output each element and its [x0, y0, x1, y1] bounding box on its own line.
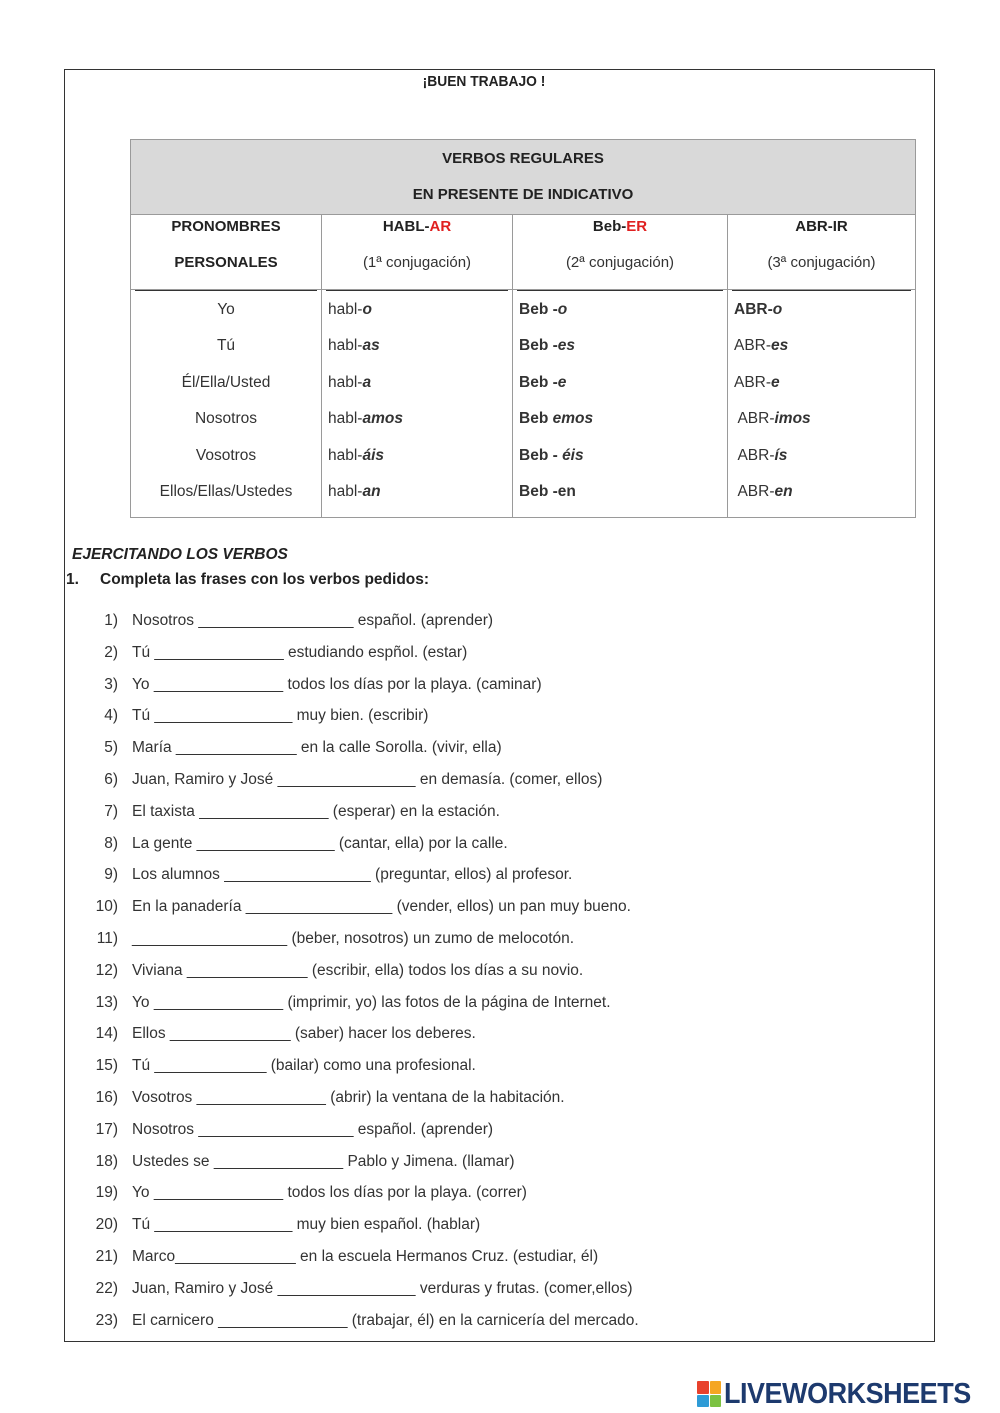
exercise-item — [80, 928, 880, 960]
exercise-text: Tú ________________ muy bien español. (hablar) — [132, 1216, 481, 1234]
verb-ending: an — [362, 482, 381, 500]
exercise-item — [80, 610, 880, 642]
exercise-text: Juan, Ramiro y José ________________ en demasía. (comer, ellos) — [132, 770, 603, 788]
table-header — [131, 140, 916, 215]
exercise-number: 14) — [95, 1025, 118, 1043]
verb-stem: Beb - — [519, 301, 558, 318]
exercise-item — [80, 1023, 880, 1055]
verb-ending: éis — [562, 446, 584, 464]
instruction — [66, 571, 429, 589]
exercise-item — [80, 769, 880, 801]
exercise-item — [80, 1310, 880, 1342]
liveworksheets-logo — [697, 1378, 997, 1410]
page-title: ¡BUEN TRABAJO ! — [422, 73, 546, 90]
exercise-item — [80, 1055, 880, 1087]
col-head-label: ABR-IR — [795, 218, 848, 235]
col-head-label: Beb- — [592, 218, 627, 235]
col-head-ar — [322, 215, 513, 290]
pronoun: Ellos/Ellas/Ustedes — [159, 482, 293, 500]
er-form — [513, 445, 727, 481]
verb-stem: Beb - — [519, 373, 558, 391]
exercise-item — [80, 1182, 880, 1214]
exercise-number: 19) — [95, 1184, 118, 1202]
exercise-item — [80, 960, 880, 992]
verb-stem: habl- — [328, 373, 363, 391]
exercise-number: 11) — [96, 929, 118, 947]
exercise-item — [80, 705, 880, 737]
verb-ending: en — [557, 482, 576, 500]
exercise-text: Ellos ______________ (saber) hacer los deberes. — [132, 1025, 476, 1043]
er-form — [513, 408, 727, 444]
er-form — [513, 335, 727, 371]
ir-form — [728, 299, 915, 335]
col-head-er — [513, 215, 728, 290]
col-head-ending: ER — [626, 218, 648, 235]
exercise-text: El taxista _______________ (esperar) en la estación. — [132, 802, 500, 820]
verb-stem: Beb - — [519, 337, 558, 355]
verb-stem: ABR- — [734, 482, 775, 500]
instruction-number: 1. — [66, 571, 79, 588]
exercise-text: Vosotros _______________ (abrir) la ventana de la habitación. — [132, 1088, 565, 1106]
er-form — [513, 299, 727, 335]
ar-column — [322, 290, 513, 518]
er-column — [513, 290, 728, 518]
exercise-text: Marco______________ en la escuela Hermanos Cruz. (estudiar, él) — [132, 1247, 599, 1265]
ar-form — [322, 299, 512, 335]
exercise-list — [80, 610, 880, 1341]
verb-stem: habl- — [328, 337, 363, 355]
col-head-sub: PERSONALES — [174, 254, 278, 271]
verb-ending: o — [362, 301, 372, 318]
exercise-number: 4) — [104, 707, 118, 725]
exercise-text: Tú _____________ (bailar) como una profesional. — [132, 1057, 476, 1075]
conjugation-table — [130, 139, 916, 518]
pronoun: Yo — [217, 301, 235, 318]
exercise-item — [80, 1151, 880, 1183]
exercise-text: Viviana ______________ (escribir, ella) todos los días a su novio. — [132, 961, 584, 979]
exercise-text: Tú ________________ muy bien. (escribir) — [132, 707, 429, 725]
er-form — [513, 481, 727, 517]
pronoun: Tú — [216, 337, 236, 355]
verb-stem: Beb - — [519, 446, 563, 464]
verb-stem: Beb — [519, 410, 553, 428]
section-title: EJERCITANDO LOS VERBOS — [72, 546, 288, 563]
exercise-item — [80, 1246, 880, 1278]
verb-stem: ABR- — [734, 337, 772, 355]
verb-ending: en — [774, 482, 793, 500]
exercise-number: 18) — [95, 1152, 118, 1170]
exercise-text: Tú _______________ estudiando espñol. (estar) — [132, 643, 468, 661]
exercise-number: 10) — [95, 898, 118, 916]
exercise-number: 8) — [104, 834, 118, 852]
exercise-number: 9) — [104, 866, 118, 884]
exercise-item — [80, 896, 880, 928]
ir-form — [728, 445, 915, 481]
exercise-number: 13) — [95, 993, 118, 1011]
exercise-number: 23) — [95, 1311, 118, 1329]
ir-column — [728, 290, 916, 518]
ir-form — [728, 335, 915, 371]
exercise-text: Yo _______________ todos los días por la playa. (correr) — [132, 1184, 527, 1202]
exercise-text: Juan, Ramiro y José ________________ verduras y frutas. (comer,ellos) — [132, 1279, 633, 1297]
ir-form — [728, 481, 915, 517]
exercise-number: 6) — [104, 770, 118, 788]
exercise-text: El carnicero _______________ (trabajar, él) en la carnicería del mercado. — [132, 1311, 639, 1329]
verb-ending: e — [557, 373, 567, 391]
exercise-text: Yo _______________ todos los días por la playa. (caminar) — [132, 675, 542, 693]
exercise-item — [80, 833, 880, 865]
verb-ending: amos — [362, 410, 403, 428]
ar-form — [322, 372, 512, 408]
exercise-text: __________________ (beber, nosotros) un zumo de melocotón. — [132, 929, 575, 947]
exercise-item — [80, 992, 880, 1024]
ar-form — [322, 408, 512, 444]
exercise-item — [80, 674, 880, 706]
verb-ending: áis — [362, 446, 385, 464]
exercise-number: 7) — [104, 802, 118, 820]
verb-stem: ABR- — [734, 373, 772, 391]
verb-stem: ABR- — [734, 410, 775, 428]
exercise-item — [80, 642, 880, 674]
pronoun: Nosotros — [194, 410, 258, 428]
pronoun-column — [131, 290, 322, 518]
instruction-text: Completa las frases con los verbos pedidos: — [100, 571, 430, 588]
verb-ending: as — [362, 337, 380, 355]
exercise-item — [80, 1087, 880, 1119]
exercise-number: 3) — [104, 675, 118, 693]
verb-ending: e — [771, 373, 780, 391]
ar-form — [322, 445, 512, 481]
exercise-text: Nosotros __________________ español. (aprender) — [132, 612, 494, 629]
verb-ending: ís — [774, 446, 788, 464]
verb-ending: imos — [774, 410, 811, 428]
exercise-item — [80, 1214, 880, 1246]
logo-text: LIVEWORKSHEETS — [724, 1377, 971, 1410]
exercise-text: En la panadería _________________ (vender, ellos) un pan muy bueno. — [132, 898, 631, 916]
exercise-number: 21) — [95, 1247, 118, 1265]
exercise-text: Nosotros __________________ español. (aprender) — [132, 1120, 494, 1138]
exercise-item — [80, 1119, 880, 1151]
verb-stem: Beb - — [519, 482, 558, 500]
col-head-sub: (3ª conjugación) — [767, 254, 876, 271]
er-form — [513, 372, 727, 408]
exercise-item — [80, 1278, 880, 1310]
exercise-number: 22) — [95, 1279, 118, 1297]
exercise-text: Los alumnos _________________ (preguntar, ellos) al profesor. — [132, 866, 573, 884]
exercise-number: 1) — [104, 612, 118, 629]
exercise-number: 15) — [95, 1057, 118, 1075]
verb-stem: habl- — [328, 446, 363, 464]
exercise-number: 16) — [95, 1088, 118, 1106]
verb-stem: habl- — [328, 410, 363, 428]
exercise-number: 5) — [104, 739, 118, 757]
col-head-sub: (1ª conjugación) — [362, 254, 472, 271]
ar-form — [322, 335, 512, 371]
ir-form — [728, 372, 915, 408]
verb-ending: o — [557, 301, 568, 318]
table-header-line2: EN PRESENTE DE INDICATIVO — [412, 186, 634, 203]
table-header-line1: VERBOS REGULARES — [442, 150, 604, 167]
exercise-number: 12) — [95, 961, 118, 979]
exercise-item — [80, 737, 880, 769]
exercise-text: María ______________ en la calle Sorolla. (vivir, ella) — [132, 739, 502, 757]
verb-ending: o — [772, 301, 783, 318]
exercise-item — [80, 801, 880, 833]
col-head-label: HABL- — [382, 218, 430, 235]
exercise-text: La gente ________________ (cantar, ella) por la calle. — [132, 834, 508, 852]
logo-mark-icon — [697, 1381, 721, 1407]
verb-ending: emos — [552, 410, 594, 428]
exercise-number: 17) — [95, 1120, 118, 1138]
col-head-label: PRONOMBRES — [171, 218, 281, 235]
verb-stem: habl- — [328, 482, 363, 500]
ar-form — [322, 481, 512, 517]
pronoun: Vosotros — [195, 446, 257, 464]
verb-stem: habl- — [328, 301, 363, 318]
verb-stem: ABR- — [734, 446, 775, 464]
exercise-text: Ustedes se _______________ Pablo y Jimena. (llamar) — [132, 1152, 515, 1170]
exercise-number: 2) — [104, 643, 118, 661]
col-head-ending: AR — [429, 218, 452, 235]
verb-ending: a — [362, 373, 372, 391]
exercise-text: Yo _______________ (imprimir, yo) las fotos de la página de Internet. — [132, 993, 611, 1011]
verb-stem: ABR- — [734, 301, 773, 318]
col-head-sub: (2ª conjugación) — [565, 254, 675, 271]
verb-ending: es — [557, 337, 575, 355]
exercise-number: 20) — [95, 1216, 118, 1234]
pronoun: Él/Ella/Usted — [181, 373, 271, 391]
col-head-pronouns — [131, 215, 322, 290]
col-head-ir — [728, 215, 916, 290]
exercise-item — [80, 864, 880, 896]
ir-form — [728, 408, 915, 444]
verb-ending: es — [771, 337, 789, 355]
